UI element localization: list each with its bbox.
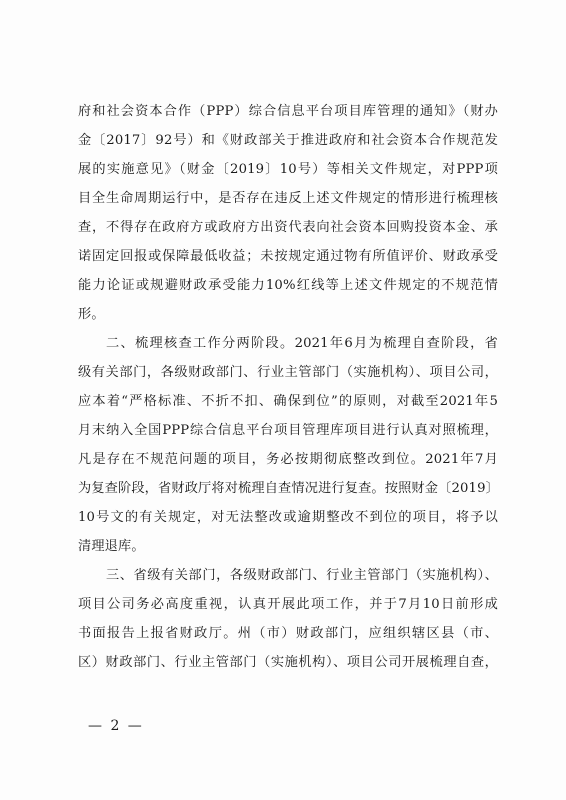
text-line: 级有关部门，各级财政部门、行业主管部门（实施机构）、项目公司，	[78, 365, 498, 380]
text-line: 清理退库。	[78, 539, 145, 554]
text-line: 形。	[78, 307, 105, 322]
text-line: 目全生命周期运行中，是否存在违反上述文件规定的情形进行梳理核	[78, 191, 498, 206]
text-line: 项目公司务必高度重视，认真开展此项工作，并于7月10日前形成	[78, 597, 498, 612]
text-line: 展的实施意见》（财金〔2019〕10号）等相关文件规定，对PPP项	[78, 162, 498, 177]
text-line: 查，不得存在政府方或政府方出资代表向社会资本回购投资本金、承	[78, 220, 498, 235]
text-line: 金〔2017〕92号）和《财政部关于推进政府和社会资本合作规范发	[78, 133, 498, 148]
text-line: 二、梳理核查工作分两阶段。2021年6月为梳理自查阶段，省	[106, 336, 498, 351]
text-line: 10号文的有关规定，对无法整改或逾期整改不到位的项目，将予以	[78, 510, 498, 525]
text-line: 能力论证或规避财政承受能力10%红线等上述文件规定的不规范情	[78, 278, 498, 293]
text-line: 诺固定回报或保障最低收益；未按规定通过物有所值评价、财政承受	[78, 249, 498, 264]
text-line: 月末纳入全国PPP综合信息平台项目管理库项目进行认真对照梳理，	[78, 423, 498, 438]
text-line: 府和社会资本合作（PPP）综合信息平台项目库管理的通知》（财办	[78, 104, 498, 119]
text-line: 书面报告上报省财政厅。州（市）财政部门，应组织辖区县（市、	[78, 626, 498, 641]
page-number: — 2 —	[88, 718, 144, 734]
text-line: 区）财政部门、行业主管部门（实施机构）、项目公司开展梳理自查，	[78, 655, 498, 670]
text-line: 应本着“严格标准、不折不扣、确保到位”的原则，对截至2021年5	[78, 394, 498, 409]
text-line: 为复查阶段，省财政厅将对梳理自查情况进行复查。按照财金〔2019〕	[78, 481, 499, 496]
text-line: 三、省级有关部门，各级财政部门、行业主管部门（实施机构）、	[106, 568, 498, 583]
text-line: 凡是存在不规范问题的项目，务必按期彻底整改到位。2021年7月	[78, 452, 498, 467]
document-body	[78, 97, 498, 677]
